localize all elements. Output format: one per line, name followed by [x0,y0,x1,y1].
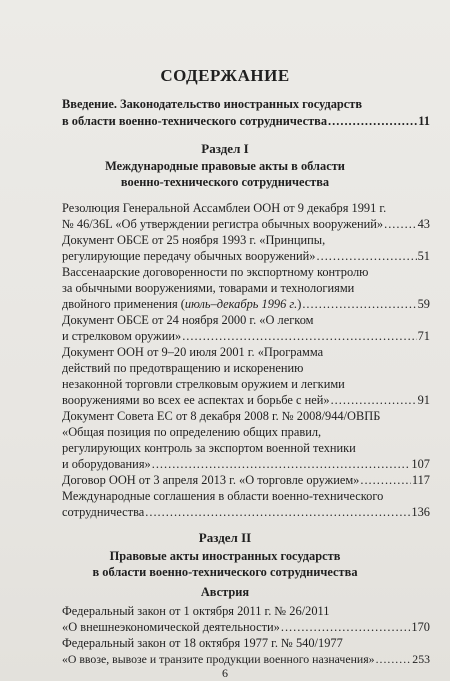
toc-entry-line: Федеральный закон от 1 октября 2011 г. № 26/2011 [62,604,330,618]
toc-entry-line: незаконной торговли стрелковым оружием и легкими [62,377,345,391]
toc-entry-title: двойного применения (июль–декабрь 1996 г.) [62,297,302,311]
page-title: СОДЕРЖАНИЕ [160,66,290,85]
toc-entry-line: Резолюция Генеральной Ассамблеи ООН от 9 декабря 1991 г. [62,201,387,215]
toc-entry-line: Документ ООН от 9–20 июля 2001 г. «Программа [62,345,324,359]
toc-entry-title: регулирующие передачу обычных вооружений» [62,249,316,263]
page-ref: 51 [417,249,430,263]
toc-entry[interactable] [62,392,430,408]
leader-dots [360,472,411,488]
toc-entry[interactable] [62,216,430,232]
toc-entry-line: Документ ОБСЕ от 24 ноября 2000 г. «О легком [62,313,314,327]
page-ref: 117 [411,473,430,487]
intro-line-1: Введение. Законодательство иностранных государств [62,97,363,111]
toc-entry-title: и стрелковом оружии» [62,329,182,343]
country-heading: Австрия [200,585,250,599]
leader-dots [152,456,411,472]
toc-entry-line: Международные соглашения в области военно-технического [62,489,384,503]
toc-entry[interactable] [62,619,430,635]
section-2-title: Раздел II [198,530,252,545]
toc-entry-title: сотрудничества [62,505,145,519]
section-1-subtitle: Международные правовые акты в области [105,159,345,173]
toc-entry-line: Документ Совета ЕС от 8 декабря 2008 г. № 2008/944/ОВПБ [62,409,381,423]
section-2-subtitle: Правовые акты иностранных государств [109,549,341,563]
toc-entry-line: Федеральный закон от 18 октября 1977 г. № 540/1977 [62,636,343,650]
toc-entry-title: вооружениями во всех ее аспектах и борьбе с ней» [62,393,330,407]
intro-entry[interactable] [62,113,430,129]
leader-dots [317,248,417,264]
page-ref: 170 [411,620,430,634]
date-range: июль–декабрь 1996 г. [184,297,298,311]
leader-dots [145,504,410,520]
toc-entry-line: «Общая позиция по определению общих правил, [62,425,322,439]
toc-entry-line: действий по предотвращению и искоренению [62,361,304,375]
page-ref: 43 [417,217,430,231]
page-ref: 91 [417,393,430,407]
leader-dots [302,296,416,312]
toc-entry-title: «О ввозе, вывозе и транзите продукции военного назначения» [62,652,375,666]
leader-dots [182,328,416,344]
toc-entry[interactable] [62,472,430,488]
toc-entry-line: Документ ОБСЕ от 25 ноября 1993 г. «Принципы, [62,233,326,247]
page-ref: 11 [418,114,430,128]
toc-entry[interactable] [62,456,430,472]
leader-dots [328,113,417,129]
toc-entry[interactable] [62,296,430,312]
page-number: 6 [222,666,228,680]
page-ref: 136 [411,505,430,519]
leader-dots [281,619,411,635]
toc-entry[interactable] [62,248,430,264]
section-2-subtitle: в области военно-технического сотрудничества [92,565,358,579]
toc-entry[interactable] [62,651,430,667]
page-ref: 253 [412,652,430,666]
toc-entry-line: за обычными вооружениями, товарами и технологиями [62,281,355,295]
toc-entry-title: № 46/36L «Об утверждении регистра обычных вооружений» [62,217,384,231]
page-ref: 59 [417,297,430,311]
toc-entry-title: Договор ООН от 3 апреля 2013 г. «О торговле оружием» [62,473,360,487]
toc-entry-title: и оборудования» [62,457,151,471]
leader-dots [376,651,412,667]
toc-entry[interactable] [62,504,430,520]
section-1-title: Раздел I [201,141,249,156]
leader-dots [331,392,417,408]
leader-dots [384,216,417,232]
intro-line-2: в области военно-технического сотрудничества [62,114,328,128]
toc-entry-line: Вассенаарские договоренности по экспортному контролю [62,265,369,279]
toc-entry-line: регулирующих контроль за экспортом военной техники [62,441,356,455]
toc-entry-title: «О внешнеэкономической деятельности» [62,620,280,634]
page-ref: 107 [411,457,430,471]
section-1-subtitle: военно-технического сотрудничества [120,175,330,189]
toc-entry[interactable] [62,328,430,344]
page-ref: 71 [417,329,430,343]
